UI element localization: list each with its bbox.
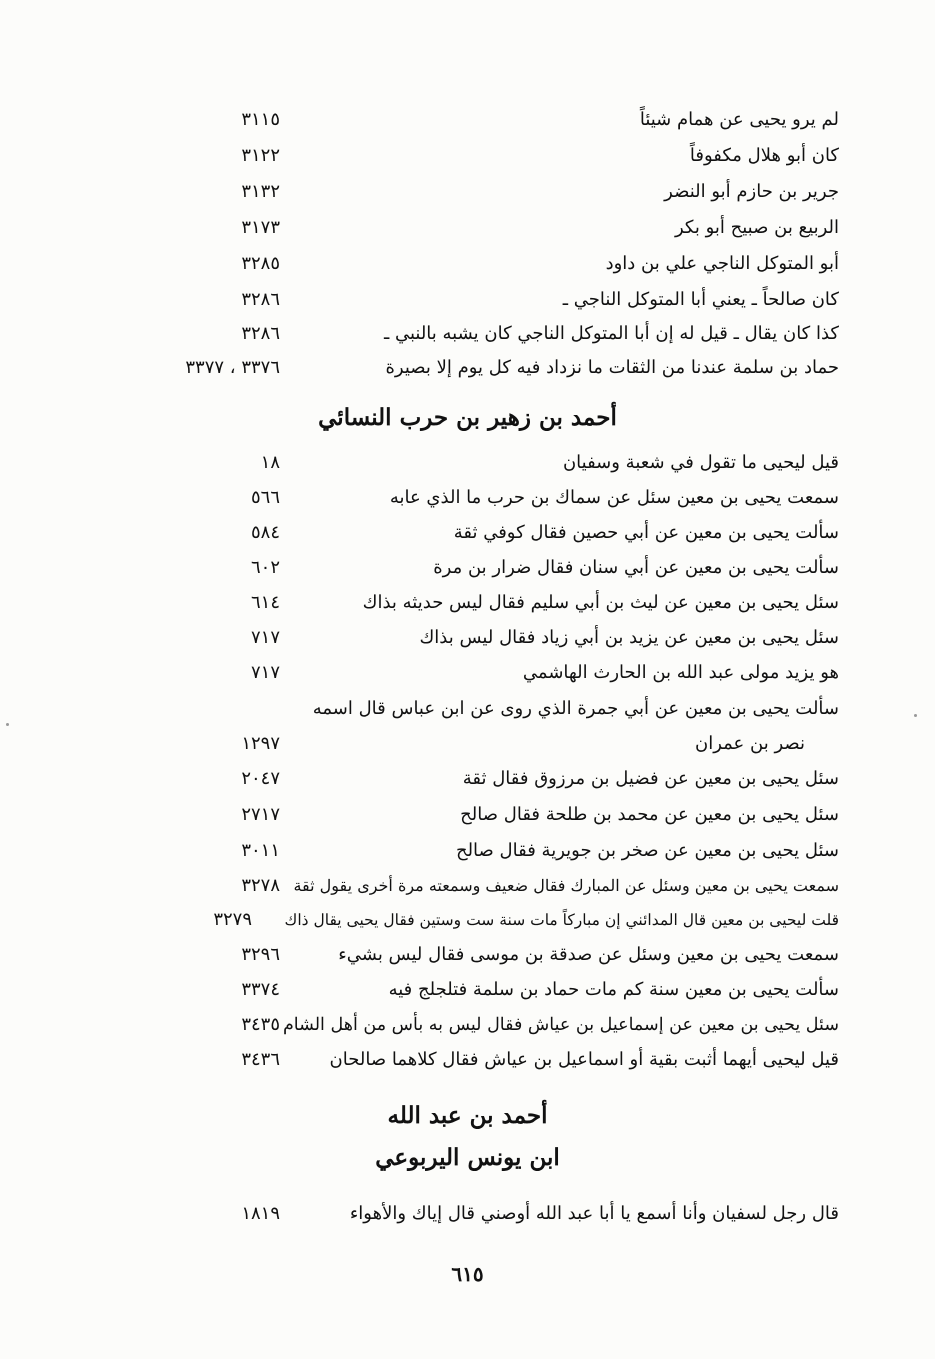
entry-text: كان أبو هلال مكفوفاً: [689, 145, 839, 166]
index-entry: [0, 481, 935, 515]
entry-text: سألت يحيى بن معين عن أبي حصين فقال كوفي ثقة: [453, 522, 839, 543]
index-entry: [0, 903, 935, 937]
index-entry: [0, 621, 935, 655]
entry-text: سئل يحيى بن معين عن فضيل بن مرزوق فقال ثقة: [462, 768, 839, 789]
entry-text: سمعت يحيى بن معين وسئل عن المبارك فقال ضعيف وسمعته مرة أخرى يقول ثقة: [293, 876, 839, 895]
index-entry: [0, 516, 935, 550]
entry-reference-number: ٣٤٣٦: [241, 1049, 280, 1070]
entry-text: سمعت يحيى بن معين سئل عن سماك بن حرب ما الذي عابه: [389, 487, 839, 508]
index-entry: [0, 586, 935, 620]
index-entry-continuation: [0, 727, 935, 761]
entry-text: سئل يحيى بن معين عن إسماعيل بن عياش فقال ليس به بأس من أهل الشام: [282, 1015, 839, 1035]
entry-text: كذا كان يقال ـ قيل له إن أبا المتوكل الناجي كان يشبه بالنبي ـ: [383, 323, 839, 344]
index-entry: [0, 446, 935, 480]
entry-text: سئل يحيى بن معين عن يزيد بن أبي زياد فقال ليس بذاك: [419, 627, 839, 648]
entry-text: سئل يحيى بن معين عن ليث بن أبي سليم فقال ليس حديثه بذاك: [362, 592, 839, 613]
entry-reference-number: ٣٣٧٤: [241, 979, 280, 1000]
index-entry: [0, 1197, 935, 1231]
index-entry: [0, 139, 935, 173]
index-entry: [0, 247, 935, 281]
entry-reference-number: ٣٢٧٩: [213, 909, 252, 930]
entry-text: قيل ليحيى أيهما أثبت بقية أو اسماعيل بن عياش فقال كلاهما صالحان: [329, 1049, 839, 1070]
section-heading-subline: ابن يونس اليربوعي: [375, 1144, 560, 1171]
index-entry: [0, 1043, 935, 1077]
index-entry: [0, 834, 935, 868]
entry-reference-number: ٧١٧: [250, 627, 280, 648]
entry-reference-number: ١٢٩٧: [241, 733, 280, 754]
entry-text: الربيع بن صبيح أبو بكر: [675, 217, 839, 238]
entry-text: قلت ليحيى بن معين قال المدائني إن مباركاً مات سنة ست وستين فقال يحيى يقال ذاك: [284, 911, 839, 929]
section-heading: أحمد بن زهير بن حرب النسائي: [318, 404, 617, 431]
index-entry: [0, 762, 935, 796]
entry-reference-number: ٣٤٣٥: [241, 1014, 280, 1035]
entry-text: سألت يحيى بن معين عن أبي جمرة الذي روى عن ابن عباس قال اسمه: [312, 698, 839, 719]
index-entry: [0, 798, 935, 832]
index-entry: [0, 551, 935, 585]
entry-reference-number: ٣٢٨٦: [241, 323, 280, 344]
index-entry: [0, 175, 935, 209]
index-entry: [0, 103, 935, 137]
index-entry: [0, 317, 935, 351]
entry-text: سألت يحيى بن معين عن أبي سنان فقال ضرار بن مرة: [433, 557, 839, 578]
section-heading: أحمد بن عبد الله: [387, 1102, 548, 1129]
entry-reference-number: ٣٣٧٦ ، ٣٣٧٧: [185, 357, 280, 378]
index-entry: [0, 1008, 935, 1042]
entry-text: سئل يحيى بن معين عن محمد بن طلحة فقال صالح: [460, 804, 839, 825]
entry-reference-number: ١٨: [260, 452, 280, 473]
entry-text: نصر بن عمران: [694, 733, 805, 754]
entry-reference-number: ٣٠١١: [241, 840, 280, 861]
entry-text: هو يزيد مولى عبد الله بن الحارث الهاشمي: [522, 662, 839, 683]
entry-reference-number: ٣١٣٢: [241, 181, 280, 202]
entry-reference-number: ٢٠٤٧: [241, 768, 280, 789]
entry-text: جرير بن حازم أبو النضر: [664, 181, 839, 202]
entry-reference-number: ٣٢٨٦: [241, 289, 280, 310]
entry-reference-number: ١٨١٩: [241, 1203, 280, 1224]
index-entry: [0, 211, 935, 245]
index-entry: [0, 692, 935, 726]
entry-text: قال رجل لسفيان وأنا أسمع يا أبا عبد الله أوصني قال إياك والأهواء: [349, 1203, 839, 1224]
page-number: ٦١٥: [451, 1262, 484, 1286]
entry-text: حماد بن سلمة عندنا من الثقات ما نزداد فيه كل يوم إلا بصيرة: [385, 357, 839, 378]
scan-speck: [914, 714, 917, 717]
index-entry: [0, 283, 935, 317]
entry-reference-number: ٦٠٢: [250, 557, 280, 578]
entry-reference-number: ٥٦٦: [250, 487, 280, 508]
entry-reference-number: ٧١٧: [250, 662, 280, 683]
entry-text: كان صالحاً ـ يعني أبا المتوكل الناجي ـ: [562, 289, 839, 310]
entry-reference-number: ٦١٤: [250, 592, 280, 613]
entry-reference-number: ٣١٧٣: [241, 217, 280, 238]
entry-reference-number: ٢٧١٧: [241, 804, 280, 825]
entry-text: سألت يحيى بن معين سنة كم مات حماد بن سلمة فتلجلج فيه: [388, 979, 839, 1000]
entry-reference-number: ٣٢٩٦: [241, 944, 280, 965]
entry-text: قيل ليحيى ما تقول في شعبة وسفيان: [562, 452, 839, 473]
entry-text: أبو المتوكل الناجي علي بن داود: [605, 253, 839, 274]
entry-reference-number: ٥٨٤: [250, 522, 280, 543]
entry-text: لم يرو يحيى عن همام شيئاً: [639, 109, 839, 130]
entry-reference-number: ٣٢٨٥: [241, 253, 280, 274]
index-entry: [0, 973, 935, 1007]
index-entry: [0, 351, 935, 385]
index-entry: [0, 869, 935, 903]
entry-reference-number: ٣٢٧٨: [241, 875, 280, 896]
entry-reference-number: ٣١١٥: [241, 109, 280, 130]
index-entry: [0, 656, 935, 690]
entry-reference-number: ٣١٢٢: [241, 145, 280, 166]
index-entry: [0, 938, 935, 972]
scan-speck: [6, 723, 9, 726]
entry-text: سمعت يحيى بن معين وسئل عن صدقة بن موسى فقال ليس بشيء: [338, 944, 839, 965]
entry-text: سئل يحيى بن معين عن صخر بن جويرية فقال صالح: [455, 840, 839, 861]
